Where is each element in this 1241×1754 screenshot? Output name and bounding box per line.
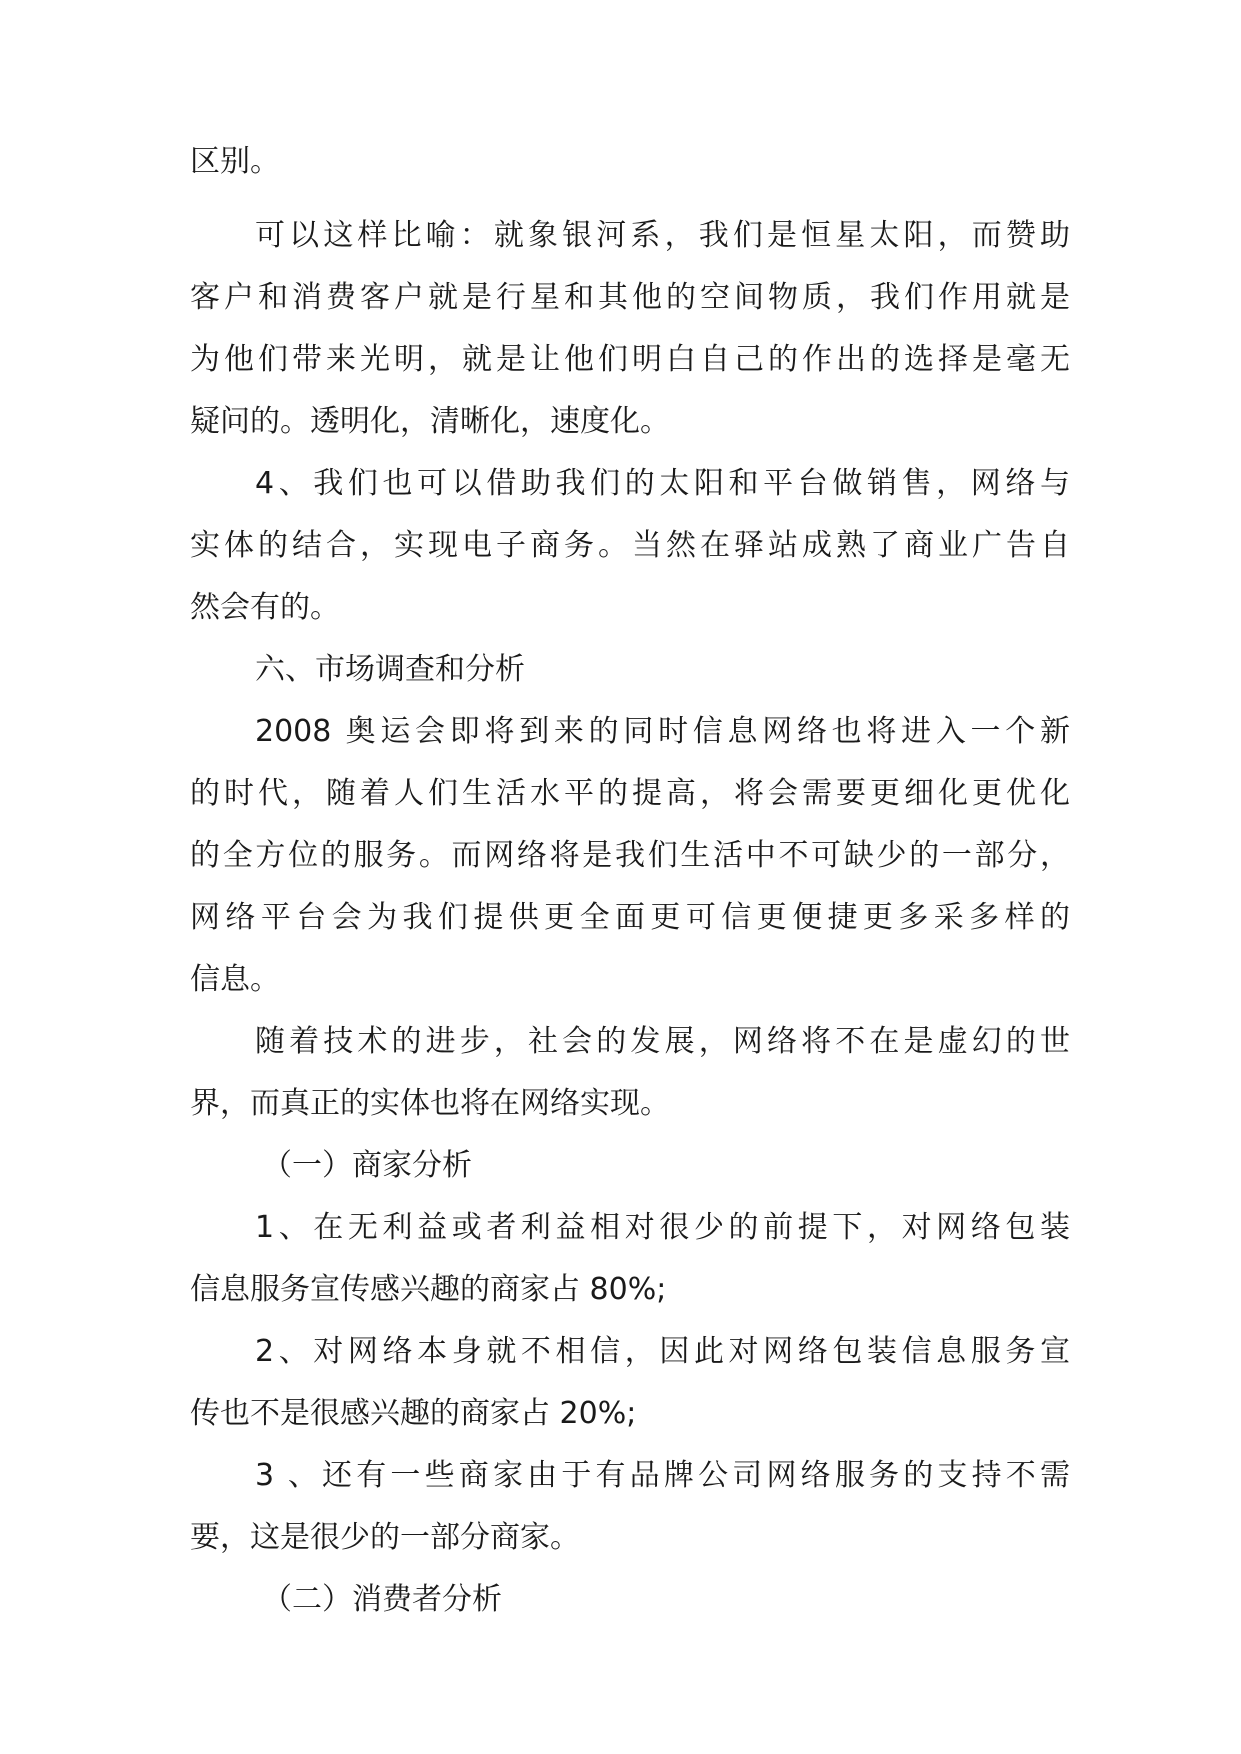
text-line: 2、对网络本身就不相信，因此对网络包装信息服务宣 — [255, 1334, 1070, 1369]
subsection-heading: （一）商家分析 — [262, 1148, 472, 1183]
text-line: 的时代，随着人们生活水平的提高，将会需要更细化更优化 — [190, 776, 1070, 811]
text-line: 要，这是很少的一部分商家。 — [190, 1520, 580, 1555]
text-line: 2008 奥运会即将到来的同时信息网络也将进入一个新 — [255, 714, 1070, 749]
text-line: 网络平台会为我们提供更全面更可信更便捷更多采多样的 — [190, 900, 1070, 935]
text-line: 4、我们也可以借助我们的太阳和平台做销售，网络与 — [255, 466, 1070, 501]
text-line: 然会有的。 — [190, 590, 340, 625]
text-line: 疑问的。透明化，清晰化，速度化。 — [190, 404, 670, 439]
text-line: 1、在无利益或者利益相对很少的前提下，对网络包装 — [255, 1210, 1070, 1245]
section-heading: 六、市场调查和分析 — [255, 652, 525, 687]
text-line: 信息服务宣传感兴趣的商家占 80%; — [190, 1272, 667, 1307]
subsection-heading: （二）消费者分析 — [262, 1582, 502, 1617]
text-line: 的全方位的服务。而网络将是我们生活中不可缺少的一部分， — [190, 838, 1070, 873]
text-line: 随着技术的进步，社会的发展，网络将不在是虚幻的世 — [255, 1024, 1070, 1059]
text-line: 客户和消费客户就是行星和其他的空间物质，我们作用就是 — [190, 280, 1070, 315]
text-line: 区别。 — [190, 144, 280, 179]
text-line: 传也不是很感兴趣的商家占 20%; — [190, 1396, 637, 1431]
text-line: 为他们带来光明，就是让他们明白自己的作出的选择是毫无 — [190, 342, 1070, 377]
text-line: 信息。 — [190, 962, 280, 997]
text-line: 界，而真正的实体也将在网络实现。 — [190, 1086, 670, 1121]
text-line: 实体的结合，实现电子商务。当然在驿站成熟了商业广告自 — [190, 528, 1070, 563]
text-line: 3 、还有一些商家由于有品牌公司网络服务的支持不需 — [255, 1458, 1070, 1493]
text-line: 可以这样比喻：就象银河系，我们是恒星太阳，而赞助 — [255, 218, 1070, 253]
